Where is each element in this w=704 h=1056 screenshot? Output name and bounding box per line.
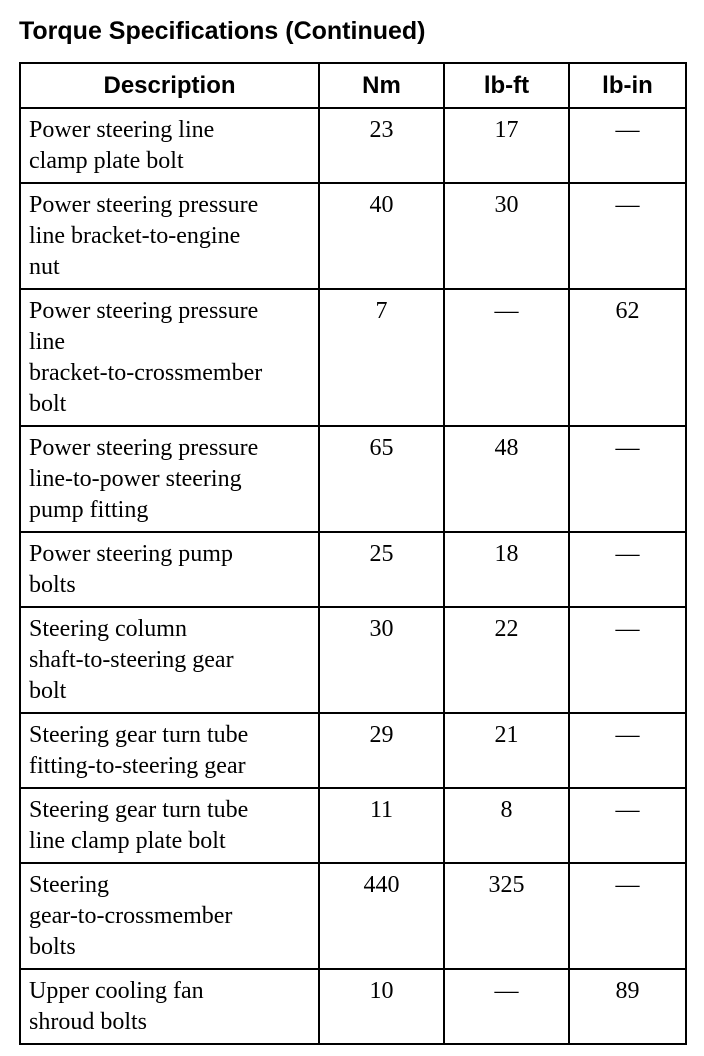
description-cell xyxy=(20,426,319,532)
lbin-value-cell: — xyxy=(569,863,686,969)
description-line: Power steering line xyxy=(29,117,215,143)
description-line: pump fitting xyxy=(29,497,149,523)
page-title: Torque Specifications (Continued) xyxy=(19,17,426,45)
table-row xyxy=(20,108,686,183)
description-cell xyxy=(20,289,319,426)
nm-value-cell: 11 xyxy=(319,788,444,863)
description-line: line-to-power steering xyxy=(29,466,242,492)
table-row xyxy=(20,863,686,969)
lbft-value-cell: 30 xyxy=(444,183,569,289)
description-line: clamp plate bolt xyxy=(29,148,184,174)
column-header-lbft: lb-ft xyxy=(444,63,569,108)
lbin-value-cell: — xyxy=(569,607,686,713)
lbft-value-cell: 18 xyxy=(444,532,569,607)
lbin-value-cell: — xyxy=(569,532,686,607)
description-line: bolts xyxy=(29,572,76,598)
description-line: gear-to-crossmember xyxy=(29,903,233,929)
nm-value-cell: 25 xyxy=(319,532,444,607)
description-line: Steering gear turn tube xyxy=(29,722,249,748)
lbft-value-cell: — xyxy=(444,289,569,426)
description-line: Steering gear turn tube xyxy=(29,797,249,823)
nm-value-cell: 10 xyxy=(319,969,444,1044)
lbft-value-cell: 21 xyxy=(444,713,569,788)
lbft-value-cell: 8 xyxy=(444,788,569,863)
description-line: Power steering pressure xyxy=(29,298,259,324)
description-line: nut xyxy=(29,254,60,280)
description-line: Steering xyxy=(29,872,109,898)
description-cell xyxy=(20,108,319,183)
description-line: bolts xyxy=(29,934,76,960)
description-line: bracket-to-crossmember xyxy=(29,360,263,386)
description-line: Power steering pump xyxy=(29,541,233,567)
table-row xyxy=(20,713,686,788)
description-line: shaft-to-steering gear xyxy=(29,647,234,673)
description-cell xyxy=(20,183,319,289)
nm-value-cell: 7 xyxy=(319,289,444,426)
table-row xyxy=(20,426,686,532)
table-row xyxy=(20,607,686,713)
description-cell xyxy=(20,607,319,713)
lbin-value-cell: — xyxy=(569,426,686,532)
torque-spec-table xyxy=(19,62,687,1045)
description-line: Power steering pressure xyxy=(29,435,259,461)
description-line: Steering column xyxy=(29,616,187,642)
table-row xyxy=(20,532,686,607)
column-header-description: Description xyxy=(20,63,319,108)
lbft-value-cell: 17 xyxy=(444,108,569,183)
lbin-value-cell: — xyxy=(569,788,686,863)
table-header-row xyxy=(20,63,686,108)
table-row xyxy=(20,788,686,863)
column-header-lbin: lb-in xyxy=(569,63,686,108)
description-line: line xyxy=(29,329,65,355)
table-body xyxy=(20,108,686,1044)
nm-value-cell: 40 xyxy=(319,183,444,289)
column-header-nm: Nm xyxy=(319,63,444,108)
nm-value-cell: 440 xyxy=(319,863,444,969)
description-line: line clamp plate bolt xyxy=(29,828,226,854)
description-cell xyxy=(20,788,319,863)
table-row xyxy=(20,289,686,426)
lbin-value-cell: — xyxy=(569,183,686,289)
lbft-value-cell: — xyxy=(444,969,569,1044)
description-line: fitting-to-steering gear xyxy=(29,753,246,779)
description-cell xyxy=(20,532,319,607)
description-cell xyxy=(20,713,319,788)
description-line: Upper cooling fan xyxy=(29,978,204,1004)
lbin-value-cell: 89 xyxy=(569,969,686,1044)
description-line: bolt xyxy=(29,678,67,704)
lbft-value-cell: 325 xyxy=(444,863,569,969)
lbin-value-cell: — xyxy=(569,713,686,788)
description-line: shroud bolts xyxy=(29,1009,148,1035)
lbin-value-cell: — xyxy=(569,108,686,183)
lbft-value-cell: 22 xyxy=(444,607,569,713)
description-cell xyxy=(20,863,319,969)
description-line: Power steering pressure xyxy=(29,192,259,218)
description-line: line bracket-to-engine xyxy=(29,223,241,249)
table-row xyxy=(20,183,686,289)
lbin-value-cell: 62 xyxy=(569,289,686,426)
nm-value-cell: 30 xyxy=(319,607,444,713)
table-row xyxy=(20,969,686,1044)
nm-value-cell: 29 xyxy=(319,713,444,788)
nm-value-cell: 23 xyxy=(319,108,444,183)
description-line: bolt xyxy=(29,391,67,417)
lbft-value-cell: 48 xyxy=(444,426,569,532)
description-cell xyxy=(20,969,319,1044)
nm-value-cell: 65 xyxy=(319,426,444,532)
